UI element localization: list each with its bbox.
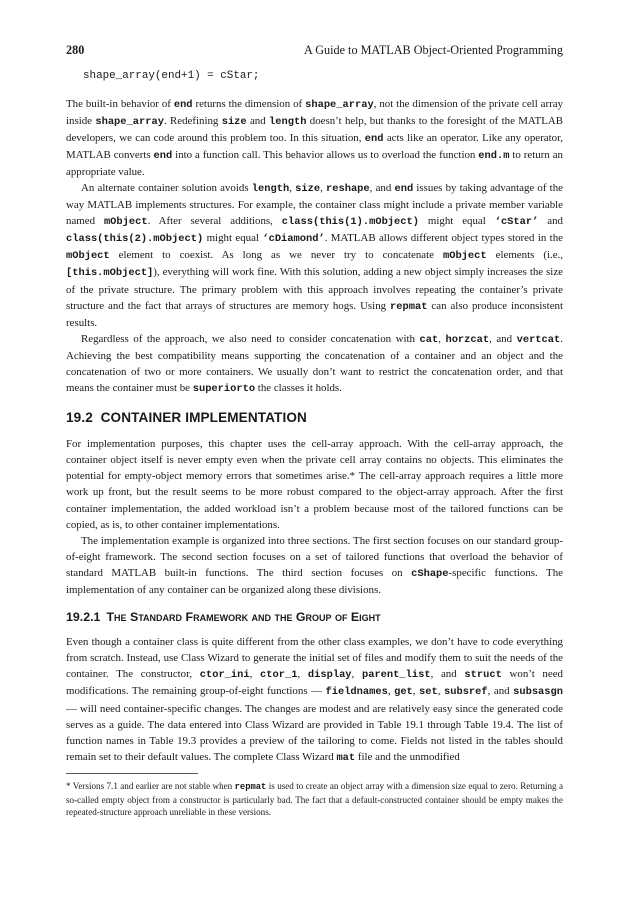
code-keyword: repmat bbox=[390, 300, 428, 313]
code-keyword: end.m bbox=[478, 149, 510, 162]
code-keyword: [this.mObject] bbox=[66, 267, 154, 280]
code-keyword: set bbox=[419, 686, 438, 699]
running-title: A Guide to MATLAB Object-Oriented Programming bbox=[304, 43, 563, 57]
paragraph-concatenation: Regardless of the approach, we also need to consider concatenation with cat, horzcat, and vertcat. Achieving the best compatibility means supporting the concatenation of a container and an object and the concatenation of two or more containers. We usually don’t want to restrict the concatenation order, and that means the container must be superiorto the classes it holds. bbox=[66, 332, 563, 396]
code-keyword: ctor_1 bbox=[260, 669, 298, 682]
footnote: * Versions 7.1 and earlier are not stable when repmat is used to create an object array with a dimension size equal to zero. Returning a so-called empty object from a constructor is particularly bad. The fact that a default-constructed container should be empty makes the repeated-structure approach unreliable in these versions. bbox=[66, 780, 564, 818]
code-example: shape_array(end+1) = cStar; bbox=[83, 70, 260, 82]
code-keyword: parent_list bbox=[361, 669, 431, 682]
code-keyword: ‘cStar’ bbox=[494, 216, 539, 229]
page-number: 280 bbox=[66, 43, 85, 57]
code-keyword: superiorto bbox=[192, 383, 256, 396]
code-keyword: display bbox=[307, 669, 352, 682]
footnote-divider bbox=[66, 773, 198, 774]
code-keyword: subsasgn bbox=[513, 686, 563, 699]
section-heading: 19.2 CONTAINER IMPLEMENTATION bbox=[66, 410, 307, 426]
code-keyword: cShape bbox=[411, 567, 449, 580]
code-keyword: fieldnames bbox=[325, 686, 388, 699]
code-keyword: end bbox=[394, 182, 414, 195]
code-keyword: end bbox=[153, 149, 173, 162]
code-keyword: length bbox=[269, 115, 307, 128]
code-keyword: reshape bbox=[326, 182, 370, 195]
code-keyword: mObject bbox=[103, 216, 148, 229]
code-keyword: shape_array bbox=[95, 115, 164, 128]
subsection-heading: 19.2.1 The Standard Framework and the Group of Eight bbox=[66, 610, 381, 625]
paragraph-cell-array-approach: For implementation purposes, this chapter uses the cell-array approach. With the cell-array approach, the container object itself is never empty even when the private cell array contains no objects. This eliminates the potential for empty-object memory errors that sometimes arise.* The cell-array approach requires a little more work up front, but the result seems to be more robust compared to the object-array approach. After the first container implementation, the added workload isn’t a problem because most of the tailored functions can be copied, as is, to other container implementations. bbox=[66, 438, 563, 531]
code-keyword: size bbox=[221, 115, 247, 128]
code-keyword: length bbox=[251, 182, 290, 195]
paragraph-end-behavior: The built-in behavior of end returns the dimension of shape_array, not the dimension of the private cell array inside shape_array. Redefining size and length doesn’t help, but thanks to the foresight of the MATLAB developers, we can code around this problem too. In this situation, end acts like an operator. Like any operator, MATLAB converts end into a function call. This behavior allows us to overload the function end.m to return an appropriate value. bbox=[66, 97, 564, 178]
paragraph-organization: The implementation example is organized into three sections. The first section focuses on our standard group-of-eight framework. The second section focuses on a set of tailored functions that overload the behavior of standard MATLAB built-in functions. The third section focuses on cShape-specific functions. The implementation of any container can be organized along these divisions. bbox=[66, 534, 563, 597]
code-keyword: class(this(2).mObject) bbox=[66, 233, 204, 246]
code-keyword: horzcat bbox=[445, 333, 490, 346]
code-keyword: repmat bbox=[234, 781, 267, 792]
code-keyword: subsref bbox=[443, 686, 488, 699]
code-keyword: get bbox=[394, 686, 413, 699]
code-keyword: ctor_ini bbox=[199, 669, 250, 682]
code-keyword: class(this(1).mObject) bbox=[281, 216, 419, 229]
code-keyword: vertcat bbox=[516, 333, 561, 346]
code-keyword: mat bbox=[336, 751, 356, 764]
code-keyword: mObject bbox=[442, 250, 487, 263]
body-text bbox=[66, 70, 563, 819]
code-keyword: mObject bbox=[66, 250, 110, 263]
code-keyword: ‘cDiamond’ bbox=[262, 233, 325, 246]
code-keyword: cat bbox=[419, 333, 439, 346]
code-keyword: struct bbox=[464, 669, 502, 682]
code-keyword: end bbox=[364, 132, 384, 145]
code-keyword: size bbox=[295, 182, 321, 195]
code-keyword: shape_array bbox=[305, 98, 374, 111]
paragraph-alternate-solution: An alternate container solution avoids length, size, reshape, and end issues by taking advantage of the way MATLAB implements structures. For example, the container class might include a private member variable named mObject. After several additions, class(this(1).mObject) might equal ‘cStar’ and class(this(2).mObject) might equal ‘cDiamond’. MATLAB allows different object types stored in the mObject element to coexist. As long as we never try to concatenate mObject elements (i.e., [this.mObject]), everything will work fine. With this solution, adding a new object simply increases the size of the private structure. The primary problem with this approach involves repeating the container’s private structure and the fact that arrays of structures are memory hogs. Using repmat can also produce inconsistent results. bbox=[66, 181, 564, 329]
code-keyword: end bbox=[173, 98, 193, 111]
paragraph-class-wizard: Even though a container class is quite different from the other class examples, we don’t have to code everything from scratch. Instead, use Class Wizard to generate the initial set of files and modify them to suit the needs of the container. The constructor, ctor_ini, ctor_1, display, parent_list, and struct won’t need modifications. The remaining group-of-eight functions — fieldnames, get, set, subsref, and subsasgn — will need container-specific changes. The changes are modest and are relatively easy since the generated code serves as a guide. The data entered into Class Wizard are provided in Table 19.1 through Table 19.4. The list of function names in Table 19.3 provides a preview of the tailoring to come. Fields not listed in the tables should remain set to their default values. The complete Class Wizard mat file and the unmodified bbox=[66, 636, 563, 764]
